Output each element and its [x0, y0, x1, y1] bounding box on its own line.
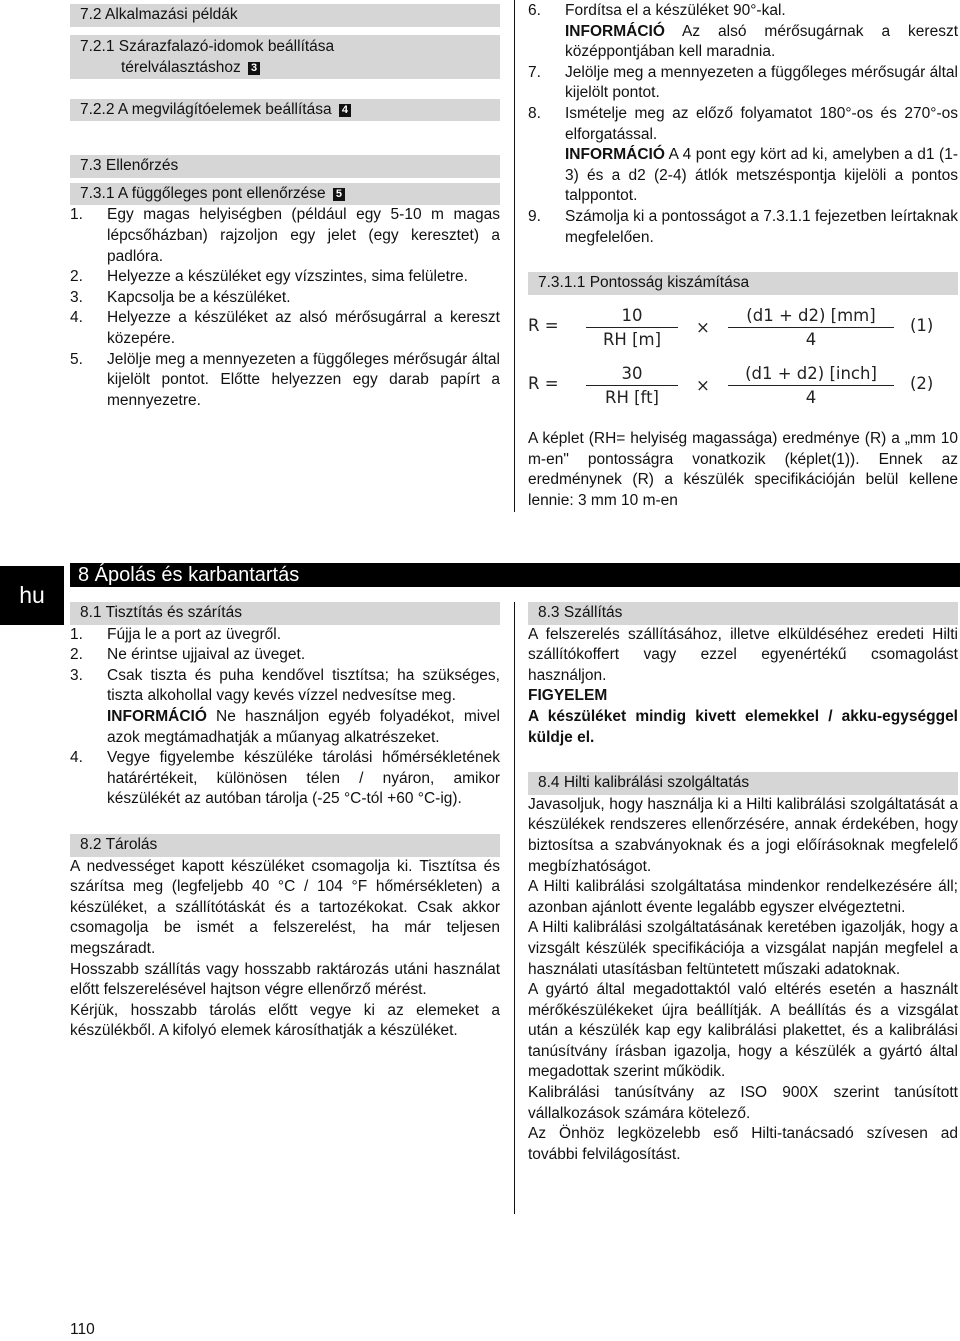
formula-1-denominator: RH [m] [602, 330, 662, 349]
list-item [70, 645, 500, 666]
paragraph: Kérjük, hosszabb tárolás előtt vegye ki az elemeket a készülékből. A kifolyó elemek károsíthatják a készüléket. [70, 1001, 500, 1040]
list-number: 9. [528, 207, 541, 225]
left-bottom-column [70, 602, 500, 1042]
list-number: 4. [70, 749, 83, 767]
heading-8-4: 8.4 Hilti kalibrálási szolgáltatás [528, 772, 958, 795]
heading-8-1: 8.1 Tisztítás és szárítás [70, 602, 500, 625]
formula-1-numerator: 10 [621, 306, 643, 325]
info-text: Ne használjon egyéb folyadékot, mivel azok megtámadhatják a műanyag alkatrészeket. [107, 707, 500, 746]
paragraph: A nedvességet kapott készüléket csomagolja ki. Tisztítsa és szárítsa meg (legfeljebb 40 °C / 104 °F hőmérsékleten) a készüléket, a szállítótáskát és a tartozékokat. Csak akkor csomagolja be ismét a felszerelést, ha már teljesen megszáradt. [70, 857, 500, 957]
list-text: Fordítsa el a készüléket 90°-kal. [565, 2, 786, 19]
formula-note: A képlet (RH= helyiség magassága) eredménye (R) a „mm 10 m-en" pontosságra vonatkozik (képlet(1)). Ennek az eredménynek (R) a készülék specifikációján belül kellene lennie: 3 mm 10 m-en [528, 430, 958, 509]
heading-7-2-2-text: 7.2.2 A megvilágítóelemek beállítása [80, 100, 332, 118]
formula-2-denominator: RH [ft] [605, 388, 659, 407]
list-text: Helyezze a készüléket az alsó mérősugárral a kereszt közepére. [107, 309, 500, 347]
heading-7-3: 7.3 Ellenőrzés [70, 155, 500, 178]
formula-2-numerator-2: (d1 + d2) [inch] [745, 364, 877, 383]
heading-7-3-1-text: 7.3.1 A függőleges pont ellenőrzése [80, 184, 326, 202]
list-item [70, 748, 500, 810]
list-item [70, 666, 500, 748]
list-item [70, 288, 500, 309]
paragraph: Javasoljuk, hogy használja ki a Hilti kalibrálási szolgáltatását a készülékek rendszeres ellenőrzésére, annak érdekében, hogy biztosítsa a szabványoknak és a jogi előírásoknak megfelelő megbízhatóságot. [528, 795, 958, 875]
heading-8-3: 8.3 Szállítás [528, 602, 958, 625]
formula-2-numerator: 30 [621, 364, 643, 383]
formula-2-lhs: R = [528, 374, 559, 393]
list-number: 7. [528, 63, 541, 81]
formula-2-fraction-bar-2 [728, 385, 894, 386]
list-number: 3. [70, 288, 83, 306]
info-text: Az alsó mérősugárnak a kereszt középpontjában kell maradnia. [565, 22, 958, 61]
list-number: 1. [70, 625, 83, 643]
paragraph: A Hilti kalibrálási szolgáltatásának keretében igazolják, hogy a vizsgált készülék specifikációja a vizsgálat napján megfelel a használati utasításban feltüntetett műszaki adatoknak. [528, 919, 958, 978]
heading-8-2: 8.2 Tárolás [70, 834, 500, 857]
list-text: Csak tiszta és puha kendővel tisztítsa; ha szükséges, tiszta alkohollal vagy kevés vízzel nedvesítse meg. [107, 666, 500, 705]
paragraph: Kalibrálási tanúsítvány az ISO 900X szerint tanúsított vállalkozások számára kötelező. [528, 1084, 958, 1122]
list-text: Fújja le a port az üvegről. [107, 625, 282, 643]
formula-1-fraction-bar [586, 327, 678, 328]
formula-1-numerator-2: (d1 + d2) [mm] [746, 306, 876, 325]
info-label: INFORMÁCIÓ [565, 22, 665, 40]
paragraph: Az Önhöz legközelebb eső Hilti-tanácsadó szívesen ad további felvilágosítást. [528, 1125, 958, 1163]
list-text: Ne érintse ujjaival az üveget. [107, 646, 306, 664]
formula-1-fraction-bar-2 [728, 327, 894, 328]
list-number: 2. [70, 268, 83, 286]
heading-7-2-1-line1: 7.2.1 Szárazfalazó-idomok beállítása [80, 37, 335, 55]
figure-badge-4: 4 [339, 104, 351, 117]
paragraph: A Hilti kalibrálási szolgáltatása mindenkor rendelkezésére áll; azonban ajánlott évente legalább egyszer elvégeztetni. [528, 878, 958, 916]
list-item [528, 104, 958, 207]
list-text: Jelölje meg a mennyezeten a függőleges mérősugár által kijelölt pontot. [565, 63, 958, 102]
figure-badge-5: 5 [333, 188, 345, 201]
list-number: 4. [70, 309, 83, 327]
list-number: 3. [70, 666, 83, 684]
list-text: Jelölje meg a mennyezeten a függőleges mérősugár által kijelölt pontot. Előtte helyezzen egy darab papírt a mennyezetre. [107, 350, 500, 409]
list-text: Számolja ki a pontosságot a 7.3.1.1 fejezetben leírtaknak megfelelően. [565, 207, 958, 246]
list-number: 5. [70, 350, 83, 368]
formula-1-times: × [696, 318, 710, 337]
column-divider-bottom [514, 602, 515, 1214]
figure-badge-3: 3 [248, 62, 260, 75]
paragraph: A gyártó által megadottaktól való eltérés esetén a használt mérőkészülékeket újra beállítják. A beállítás és a vizsgálat után a készülék kap egy kalibrálási plakettet, és a kalibrálási tanúsítvány írásban igazolja, hogy a készülék a gyártó által megadottak szerint működik. [528, 981, 958, 1081]
list-item [70, 267, 500, 288]
list-item [528, 63, 958, 104]
list-number: 1. [70, 206, 83, 224]
heading-7-2-1-line2: térelválasztáshoz [121, 58, 241, 76]
column-divider-top [514, 0, 515, 512]
list-item [70, 350, 500, 412]
list-item [528, 207, 958, 248]
language-tab: hu [0, 566, 64, 625]
list-item [70, 205, 500, 267]
formula-2-times: × [696, 376, 710, 395]
list-number: 8. [528, 104, 541, 122]
list-item [70, 308, 500, 349]
right-top-column [528, 1, 958, 295]
heading-7-2-2 [70, 99, 500, 122]
info-text: A 4 pont egy kört ad ki, amelyben a d1 (1-3) és a d2 (2-4) átlók metszéspontja kijelöli a pontos talppontot. [565, 146, 958, 205]
left-top-column [70, 4, 500, 411]
list-text: Vegye figyelembe készüléke tárolási hőmérsékletének határértékeit, különösen télen / nyáron, amikor készülékét az autóban tárolja (-25 °C-tól +60 °C-ig). [107, 749, 500, 808]
list-text: Kapcsolja be a készüléket. [107, 288, 291, 306]
paragraph: Hosszabb szállítás vagy hosszabb raktározás utáni használat előtt felszerelésével hajtson végre ellenőrző mérést. [70, 960, 500, 999]
list-text: Helyezze a készüléket egy vízszintes, sima felületre. [107, 268, 468, 286]
formula-2-tag: (2) [910, 374, 934, 393]
heading-7-2-1 [70, 35, 500, 79]
formula-2-denominator-2: 4 [805, 388, 817, 407]
warning-text: A készüléket mindig kivett elemekkel / akku-egységgel küldje el. [528, 707, 958, 746]
paragraph: A felszerelés szállításához, illetve elküldéséhez eredeti Hilti szállítókoffert vagy ezzel egyenértékű csomagolást használjon. [528, 625, 958, 684]
info-label: INFORMÁCIÓ [565, 146, 665, 164]
list-number: 6. [528, 2, 541, 19]
heading-7-2: 7.2 Alkalmazási példák [70, 4, 500, 27]
list-text: Egy magas helyiségben (például egy 5-10 m magas lépcsőházban) rajzoljon egy jelet (egy keresztet) a padlóra. [107, 206, 500, 265]
list-item [528, 1, 958, 63]
formula-1-lhs: R = [528, 316, 559, 335]
list-item [70, 625, 500, 646]
chapter-heading: 8 Ápolás és karbantartás [70, 563, 960, 587]
formula-2-fraction-bar [586, 385, 678, 386]
formula-1-denominator-2: 4 [805, 330, 817, 349]
list-number: 2. [70, 646, 83, 664]
page-number: 110 [70, 1321, 95, 1338]
heading-7-3-1 [70, 183, 500, 206]
formula-1-tag: (1) [910, 316, 934, 335]
right-bottom-column [528, 602, 958, 1165]
warning-label: FIGYELEM [528, 687, 608, 705]
list-text: Ismételje meg az előző folyamatot 180°-os és 270°-os elforgatással. [565, 104, 958, 143]
heading-7-3-1-1: 7.3.1.1 Pontosság kiszámítása [528, 272, 958, 295]
info-label: INFORMÁCIÓ [107, 707, 207, 725]
